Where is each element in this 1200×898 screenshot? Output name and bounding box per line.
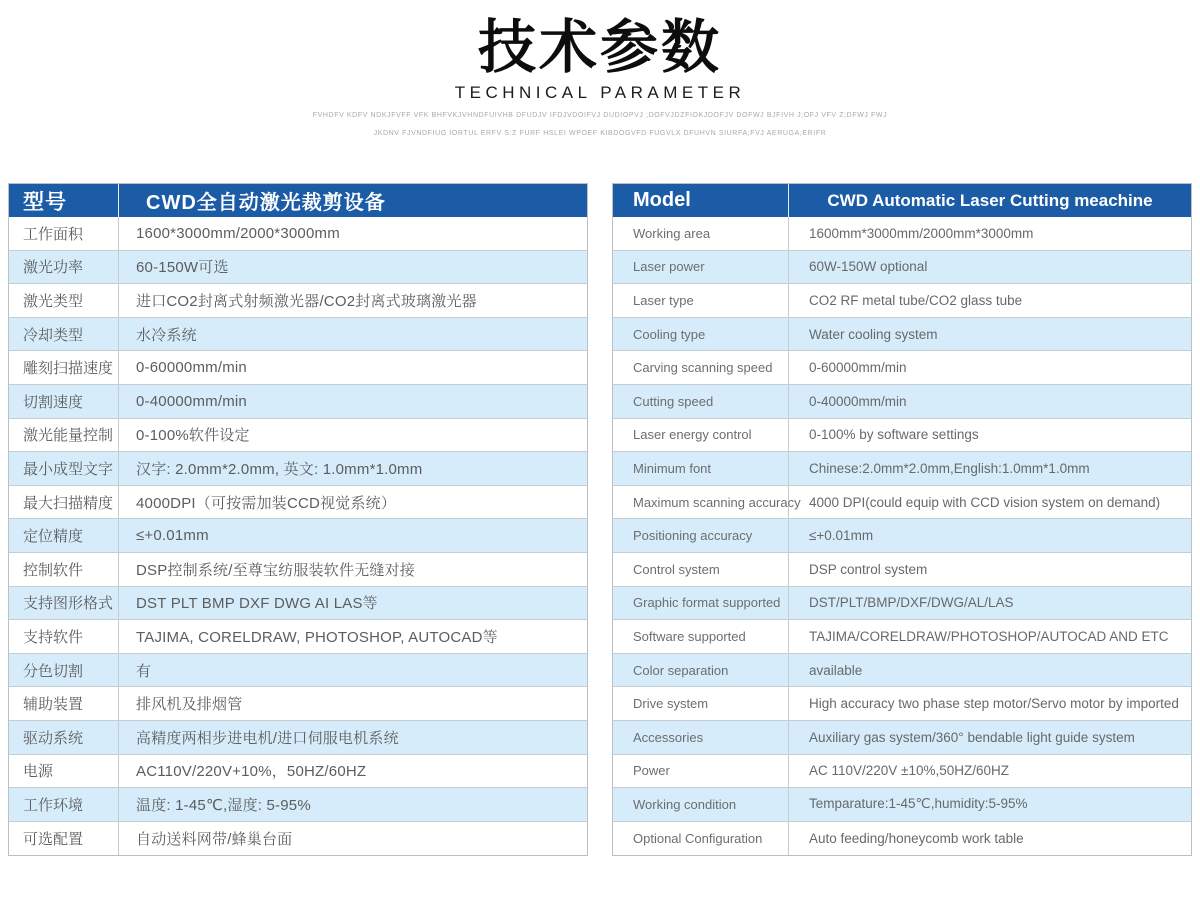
row-parameter-label: Software supported — [613, 620, 789, 653]
row-parameter-label: 雕刻扫描速度 — [9, 351, 119, 384]
row-parameter-value: 进口CO2封离式射频激光器/CO2封离式玻璃激光器 — [136, 292, 477, 310]
table-row — [613, 755, 1191, 789]
row-parameter-label: Carving scanning speed — [613, 351, 789, 384]
row-parameter-label: 定位精度 — [9, 519, 119, 552]
row-parameter-value: available — [809, 662, 863, 678]
row-parameter-value: 0-40000mm/min — [136, 392, 247, 410]
row-parameter-label: 最大扫描精度 — [9, 486, 119, 519]
table-row — [613, 385, 1191, 419]
row-parameter-value: 1600mm*3000mm/2000mm*3000mm — [809, 225, 1034, 241]
row-parameter-value: 0-60000mm/min — [809, 360, 907, 376]
row-parameter-label: 最小成型文字 — [9, 452, 119, 485]
table-row — [9, 486, 587, 520]
table-row — [613, 721, 1191, 755]
table-row — [613, 822, 1191, 856]
row-parameter-value: ≤+0.01mm — [809, 528, 874, 544]
row-parameter-label: Minimum font — [613, 452, 789, 485]
table-row — [9, 755, 587, 789]
row-parameter-label: Accessories — [613, 721, 789, 754]
row-parameter-value: 排风机及排烟管 — [136, 696, 243, 714]
row-parameter-label: Color separation — [613, 654, 789, 687]
row-parameter-label: 可选配置 — [9, 822, 119, 856]
row-parameter-label: 控制软件 — [9, 553, 119, 586]
row-parameter-label: 分色切割 — [9, 654, 119, 687]
table-row — [613, 687, 1191, 721]
table-header-label: 型号 — [9, 184, 119, 217]
row-parameter-label: 激光功率 — [9, 251, 119, 284]
row-parameter-label: Positioning accuracy — [613, 519, 789, 552]
row-parameter-value: 4000DPI（可按需加装CCD视觉系统） — [136, 494, 397, 512]
table-row — [613, 351, 1191, 385]
row-parameter-value: High accuracy two phase step motor/Servo motor by imported — [809, 696, 1179, 712]
row-parameter-value: ≤+0.01mm — [136, 527, 209, 545]
table-row — [613, 654, 1191, 688]
row-parameter-value: Auto feeding/honeycomb work table — [809, 830, 1024, 846]
decorative-text-line-2: JKDNV FJVNDFIUG IORTUL ERFV S:Z FURF HSLEI WPOEF KIBDOGVFD FUGVLX DFUHVN SIURFA;FVJ AERUGA;ERIFR — [373, 129, 827, 137]
row-parameter-value: 0-60000mm/min — [136, 359, 247, 377]
row-parameter-label: Maximum scanning accuracy — [613, 486, 789, 519]
row-parameter-label: Laser type — [613, 284, 789, 317]
row-parameter-label: 工作环境 — [9, 788, 119, 821]
table-row — [9, 251, 587, 285]
row-parameter-label: Cutting speed — [613, 385, 789, 418]
row-parameter-value: Chinese:2.0mm*2.0mm,English:1.0mm*1.0mm — [809, 460, 1090, 476]
row-parameter-label: 切割速度 — [9, 385, 119, 418]
page-title-english: TECHNICAL PARAMETER — [454, 82, 746, 102]
row-parameter-value: Auxiliary gas system/360° bendable light guide system — [809, 729, 1135, 745]
row-parameter-label: Control system — [613, 553, 789, 586]
spec-table-english — [612, 183, 1192, 856]
table-row — [9, 351, 587, 385]
table-row — [9, 385, 587, 419]
row-parameter-label: 工作面积 — [9, 217, 119, 250]
table-row — [613, 419, 1191, 453]
row-parameter-value: 有 — [136, 662, 152, 680]
row-parameter-value: 0-100%软件设定 — [136, 427, 250, 445]
table-row — [9, 654, 587, 688]
table-row — [9, 822, 587, 856]
row-parameter-value: 60W-150W optional — [809, 259, 928, 275]
page-title-chinese: 技术参数 — [477, 13, 722, 81]
table-row — [9, 687, 587, 721]
table-row — [9, 519, 587, 553]
row-parameter-value: CO2 RF metal tube/CO2 glass tube — [809, 292, 1023, 308]
row-parameter-value: 1600*3000mm/2000*3000mm — [136, 224, 340, 242]
row-parameter-value: DSP control system — [809, 561, 928, 577]
row-parameter-value: 0-100% by software settings — [809, 427, 979, 443]
table-row — [613, 251, 1191, 285]
row-parameter-value: Water cooling system — [809, 326, 938, 342]
row-parameter-value: 温度: 1-45℃,湿度: 5-95% — [136, 796, 311, 814]
row-parameter-value: AC110V/220V+10%，50HZ/60HZ — [136, 763, 367, 781]
table-row — [9, 553, 587, 587]
row-parameter-value: Temparature:1-45℃,humidity:5-95% — [809, 796, 1028, 812]
row-parameter-label: Cooling type — [613, 318, 789, 351]
table-row — [613, 620, 1191, 654]
decorative-text-line-1: FVHDFV KDFV NDKJFVFF VFK BHFVKJVHNDFUIVHB DFUDJV IFDJVDOIFVJ DUDIOPVJ ;DOFVJDZFIOKJDOFJV DOFWJ BJFIVH J;OFJ VFV Z;DFWJ FWJ — [312, 111, 888, 119]
row-parameter-label: Drive system — [613, 687, 789, 720]
row-parameter-label: Laser energy control — [613, 419, 789, 452]
table-body — [9, 217, 587, 855]
table-row — [613, 318, 1191, 352]
table-header-value: CWD全自动激光裁剪设备 — [146, 192, 386, 214]
table-row — [9, 587, 587, 621]
table-row — [9, 721, 587, 755]
row-parameter-label: Working condition — [613, 788, 789, 821]
table-row — [613, 788, 1191, 822]
table-row — [9, 284, 587, 318]
row-parameter-label: 辅助装置 — [9, 687, 119, 720]
table-row — [9, 217, 587, 251]
table-row — [613, 553, 1191, 587]
row-parameter-label: 激光能量控制 — [9, 419, 119, 452]
table-row — [613, 217, 1191, 251]
row-parameter-label: 激光类型 — [9, 284, 119, 317]
row-parameter-label: 支持图形格式 — [9, 587, 119, 620]
row-parameter-label: Optional Configuration — [613, 822, 789, 856]
row-parameter-label: 驱动系统 — [9, 721, 119, 754]
table-header-label: Model — [613, 184, 789, 217]
title-block — [0, 0, 1200, 137]
row-parameter-value: 4000 DPI(could equip with CCD vision system on demand) — [809, 494, 1161, 510]
row-parameter-label: Laser power — [613, 251, 789, 284]
table-row — [613, 486, 1191, 520]
row-parameter-label: Working area — [613, 217, 789, 250]
spec-table-chinese — [8, 183, 588, 856]
table-header-row — [9, 184, 587, 217]
table-row — [613, 519, 1191, 553]
row-parameter-value: 水冷系统 — [136, 326, 197, 344]
row-parameter-label: 电源 — [9, 755, 119, 788]
row-parameter-value: 60-150W可选 — [136, 259, 229, 277]
table-header-row — [613, 184, 1191, 217]
table-row — [9, 318, 587, 352]
table-row — [613, 452, 1191, 486]
row-parameter-value: AC 110V/220V ±10%,50HZ/60HZ — [809, 763, 1010, 779]
row-parameter-label: Graphic format supported — [613, 587, 789, 620]
table-body — [613, 217, 1191, 855]
row-parameter-value: 高精度两相步进电机/进口伺服电机系统 — [136, 729, 399, 747]
row-parameter-label: Power — [613, 755, 789, 788]
row-parameter-value: 自动送料网带/蜂巢台面 — [136, 830, 293, 848]
table-row — [9, 620, 587, 654]
row-parameter-label: 支持软件 — [9, 620, 119, 653]
row-parameter-value: TAJIMA/CORELDRAW/PHOTOSHOP/AUTOCAD AND ETC — [809, 628, 1169, 644]
table-row — [613, 284, 1191, 318]
row-parameter-value: TAJIMA, CORELDRAW, PHOTOSHOP, AUTOCAD等 — [136, 628, 498, 646]
table-row — [9, 419, 587, 453]
row-parameter-value: DST/PLT/BMP/DXF/DWG/AL/LAS — [809, 595, 1014, 611]
row-parameter-value: 汉字: 2.0mm*2.0mm, 英文: 1.0mm*1.0mm — [136, 460, 423, 478]
table-row — [9, 452, 587, 486]
row-parameter-value: 0-40000mm/min — [809, 393, 907, 409]
table-row — [613, 587, 1191, 621]
row-parameter-value: DST PLT BMP DXF DWG AI LAS等 — [136, 595, 378, 613]
row-parameter-label: 冷却类型 — [9, 318, 119, 351]
row-parameter-value: DSP控制系统/至尊宝纺服装软件无缝对接 — [136, 561, 416, 579]
table-row — [9, 788, 587, 822]
table-header-value: CWD Automatic Laser Cutting meachine — [827, 190, 1153, 210]
